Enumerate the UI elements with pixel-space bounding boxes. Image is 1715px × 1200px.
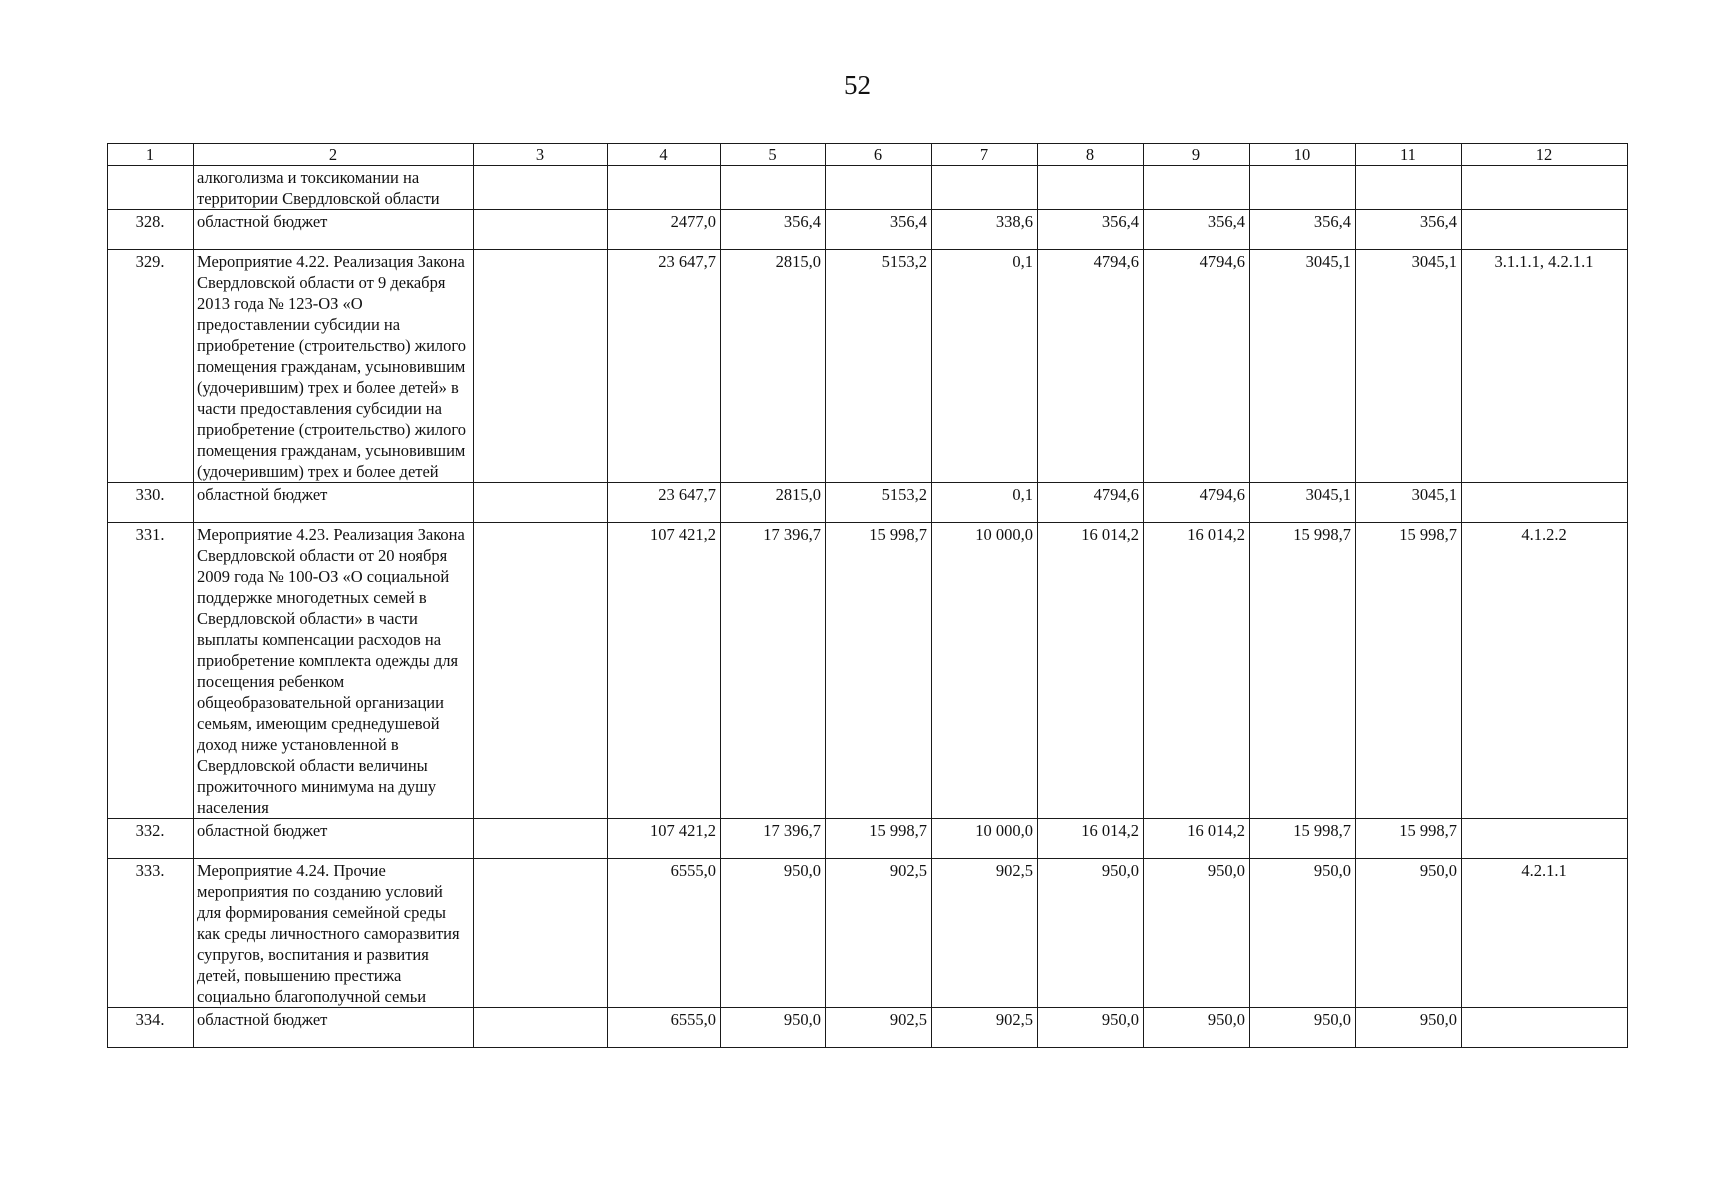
row-cell [1038,166,1144,210]
budget-table [107,143,1628,1048]
row-cell: 6555,0 [608,859,721,1008]
row-cell [474,250,608,483]
row-cell [608,166,721,210]
row-cell: 3045,1 [1356,483,1462,523]
table-row [108,483,1628,523]
header-cell: 5 [721,144,826,166]
row-name: областной бюджет [194,819,474,859]
row-cell [474,523,608,819]
row-cell: 10 000,0 [932,819,1038,859]
row-cell: 15 998,7 [826,523,932,819]
row-cell: 356,4 [1356,210,1462,250]
row-cell [474,166,608,210]
row-cell: 4794,6 [1038,483,1144,523]
row-cell: 4.2.1.1 [1462,859,1628,1008]
row-cell: 17 396,7 [721,523,826,819]
row-cell: 16 014,2 [1038,523,1144,819]
header-cell: 12 [1462,144,1628,166]
row-cell: 902,5 [826,859,932,1008]
table-row [108,859,1628,1008]
row-number: 330. [108,483,194,523]
row-cell: 338,6 [932,210,1038,250]
row-cell: 15 998,7 [1250,523,1356,819]
row-cell: 16 014,2 [1144,819,1250,859]
row-name: Мероприятие 4.23. Реализация Закона Свердловской области от 20 ноября 2009 года № 100-ОЗ «О социальной поддержке многодетных семей в Свердловской области» в части выплаты компенсации расходов на приобретение комплекта одежды для посещения ребенком общеобразовательной организации семьям, имеющим среднедушевой доход ниже установленной в Свердловской области величины прожиточного минимума на душу населения [194,523,474,819]
header-cell: 3 [474,144,608,166]
table-row [108,166,1628,210]
row-cell: 10 000,0 [932,523,1038,819]
row-cell: 2815,0 [721,250,826,483]
row-cell: 15 998,7 [1356,523,1462,819]
row-cell: 0,1 [932,250,1038,483]
row-cell: 4794,6 [1144,250,1250,483]
row-number: 328. [108,210,194,250]
row-cell [474,819,608,859]
row-cell [1462,819,1628,859]
row-cell [474,859,608,1008]
table-row [108,523,1628,819]
row-cell [1462,1008,1628,1048]
row-number: 329. [108,250,194,483]
row-cell [826,166,932,210]
header-cell: 6 [826,144,932,166]
row-cell: 950,0 [1356,859,1462,1008]
header-cell: 8 [1038,144,1144,166]
row-number: 332. [108,819,194,859]
row-name: областной бюджет [194,483,474,523]
header-cell: 10 [1250,144,1356,166]
row-cell: 902,5 [932,1008,1038,1048]
row-cell: 356,4 [1038,210,1144,250]
row-cell: 0,1 [932,483,1038,523]
row-cell [1462,166,1628,210]
row-cell: 107 421,2 [608,819,721,859]
row-cell: 950,0 [1250,1008,1356,1048]
row-cell: 16 014,2 [1144,523,1250,819]
row-cell: 3045,1 [1250,483,1356,523]
row-cell: 950,0 [721,1008,826,1048]
row-cell [474,1008,608,1048]
row-cell: 902,5 [932,859,1038,1008]
row-cell: 4794,6 [1038,250,1144,483]
row-cell: 2477,0 [608,210,721,250]
row-number: 334. [108,1008,194,1048]
row-cell: 950,0 [1038,859,1144,1008]
row-number [108,166,194,210]
row-cell: 2815,0 [721,483,826,523]
table-row [108,250,1628,483]
row-cell [1462,483,1628,523]
row-number: 331. [108,523,194,819]
row-cell: 3.1.1.1, 4.2.1.1 [1462,250,1628,483]
row-cell: 356,4 [721,210,826,250]
row-cell: 6555,0 [608,1008,721,1048]
row-cell [1250,166,1356,210]
row-cell: 3045,1 [1250,250,1356,483]
row-cell [474,210,608,250]
row-cell: 16 014,2 [1038,819,1144,859]
row-cell: 107 421,2 [608,523,721,819]
row-cell: 356,4 [826,210,932,250]
row-name: областной бюджет [194,1008,474,1048]
row-cell: 15 998,7 [1356,819,1462,859]
row-cell: 4794,6 [1144,483,1250,523]
row-cell: 950,0 [1250,859,1356,1008]
row-cell: 950,0 [721,859,826,1008]
row-cell: 4.1.2.2 [1462,523,1628,819]
row-cell: 15 998,7 [1250,819,1356,859]
row-name: областной бюджет [194,210,474,250]
row-cell [932,166,1038,210]
table-row [108,210,1628,250]
row-cell [721,166,826,210]
row-cell [1356,166,1462,210]
row-name: алкоголизма и токсикомании на территории Свердловской области [194,166,474,210]
page-number: 52 [844,70,871,100]
row-number: 333. [108,859,194,1008]
row-cell [1462,210,1628,250]
row-cell: 356,4 [1144,210,1250,250]
header-cell: 11 [1356,144,1462,166]
header-row [108,144,1628,166]
row-cell: 950,0 [1144,859,1250,1008]
row-cell: 902,5 [826,1008,932,1048]
table-row [108,1008,1628,1048]
row-name: Мероприятие 4.24. Прочие мероприятия по созданию условий для формирования семейной среды как среды личностного саморазвития супругов, воспитания и развития детей, повышению престижа социально благополучной семьи [194,859,474,1008]
header-cell: 7 [932,144,1038,166]
row-cell: 3045,1 [1356,250,1462,483]
table-row [108,819,1628,859]
header-cell: 1 [108,144,194,166]
row-cell: 5153,2 [826,483,932,523]
header-cell: 2 [194,144,474,166]
header-cell: 9 [1144,144,1250,166]
header-cell: 4 [608,144,721,166]
row-cell: 17 396,7 [721,819,826,859]
row-cell: 356,4 [1250,210,1356,250]
row-cell: 23 647,7 [608,483,721,523]
row-cell: 15 998,7 [826,819,932,859]
row-cell [474,483,608,523]
row-cell: 23 647,7 [608,250,721,483]
row-cell [1144,166,1250,210]
row-cell: 5153,2 [826,250,932,483]
row-cell: 950,0 [1038,1008,1144,1048]
row-cell: 950,0 [1144,1008,1250,1048]
row-cell: 950,0 [1356,1008,1462,1048]
table-header [108,144,1628,166]
row-name: Мероприятие 4.22. Реализация Закона Свердловской области от 9 декабря 2013 года № 123-ОЗ «О предоставлении субсидии на приобретение (строительство) жилого помещения гражданам, усыновившим (удочерившим) трех и более детей» в части предоставления субсидии на приобретение (строительство) жилого помещения гражданам, усыновившим (удочерившим) трех и более детей [194,250,474,483]
